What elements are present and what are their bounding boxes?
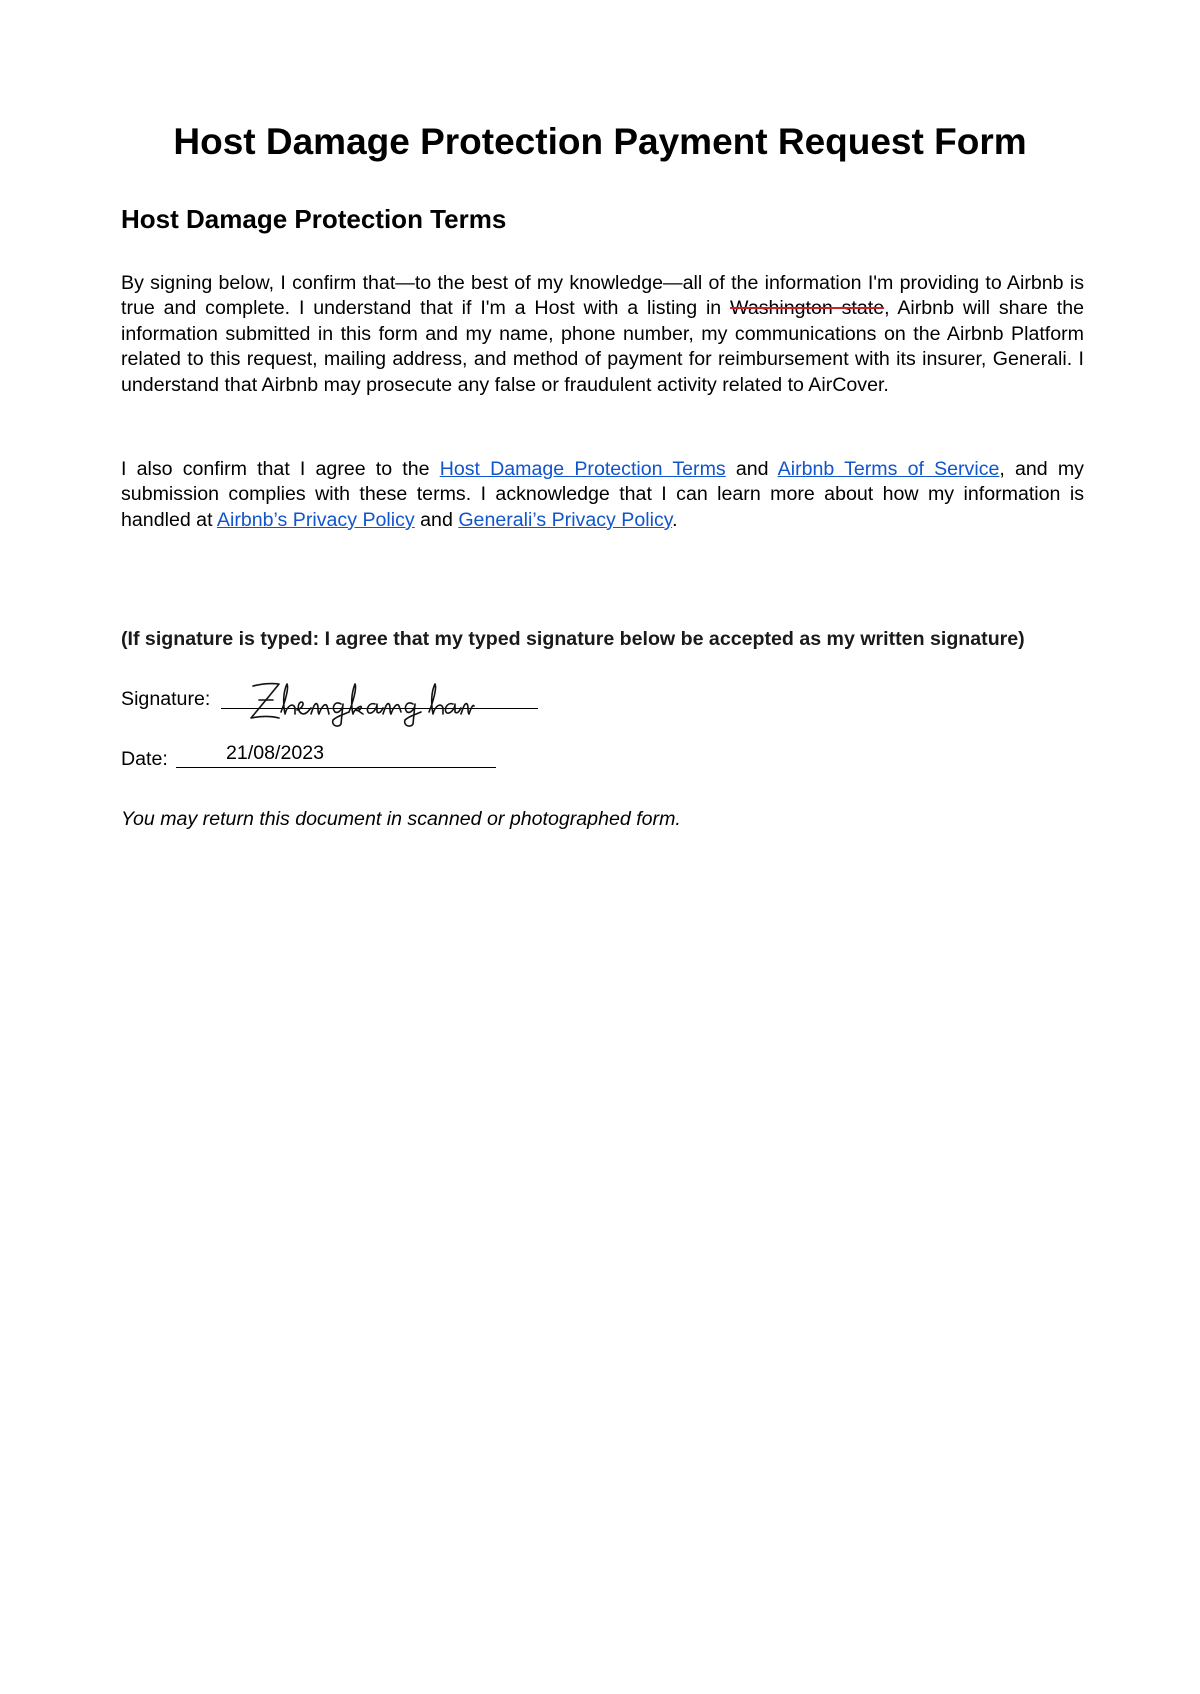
date-label: Date: xyxy=(121,748,168,770)
confirmation-paragraph xyxy=(121,271,1084,398)
page-title: Host Damage Protection Payment Request Form xyxy=(173,121,1027,162)
signature-label: Signature: xyxy=(121,688,211,710)
date-value: 21/08/2023 xyxy=(226,742,325,764)
paragraph-text: By signing below, I confirm that—to the best of my knowledge—all of the information I'm providing to Airbnb is true and complete. I understand that if I'm a Host with a listing in xyxy=(121,272,1084,320)
terms-paragraph xyxy=(121,457,1084,533)
airbnb-terms-of-service-link[interactable]: Airbnb Terms of Service xyxy=(777,458,1000,480)
paragraph-text: and xyxy=(725,458,778,480)
section-heading: Host Damage Protection Terms xyxy=(121,204,507,234)
return-note: You may return this document in scanned or photographed form. xyxy=(121,808,681,830)
paragraph-text: and xyxy=(414,508,459,531)
paragraph-text: . xyxy=(672,508,678,531)
struck-text: Washington state xyxy=(730,297,885,320)
paragraph-text: , and my submission complies with these terms. I acknowledge that I can learn more about how my information is handled at xyxy=(121,458,1084,531)
airbnb-privacy-policy-link[interactable]: Airbnb’s Privacy Policy xyxy=(216,508,415,531)
typed-signature-note: (If signature is typed: I agree that my typed signature below be accepted as my written signature) xyxy=(121,628,1025,650)
host-damage-protection-terms-link[interactable]: Host Damage Protection Terms xyxy=(439,458,726,480)
handwritten-signature xyxy=(245,678,475,728)
paragraph-text: I also confirm that I agree to the xyxy=(121,458,440,480)
paragraph-text: , Airbnb will share the information submitted in this form and my name, phone number, my communications on the Airbnb Platform related to this request, mailing address, and method of payment for reimbursement with its insurer, Generali. I understand that Airbnb may prosecute any false or fraudulent activity related to AirCover. xyxy=(121,297,1084,396)
date-line xyxy=(176,767,496,768)
generali-privacy-policy-link[interactable]: Generali’s Privacy Policy xyxy=(458,508,673,531)
